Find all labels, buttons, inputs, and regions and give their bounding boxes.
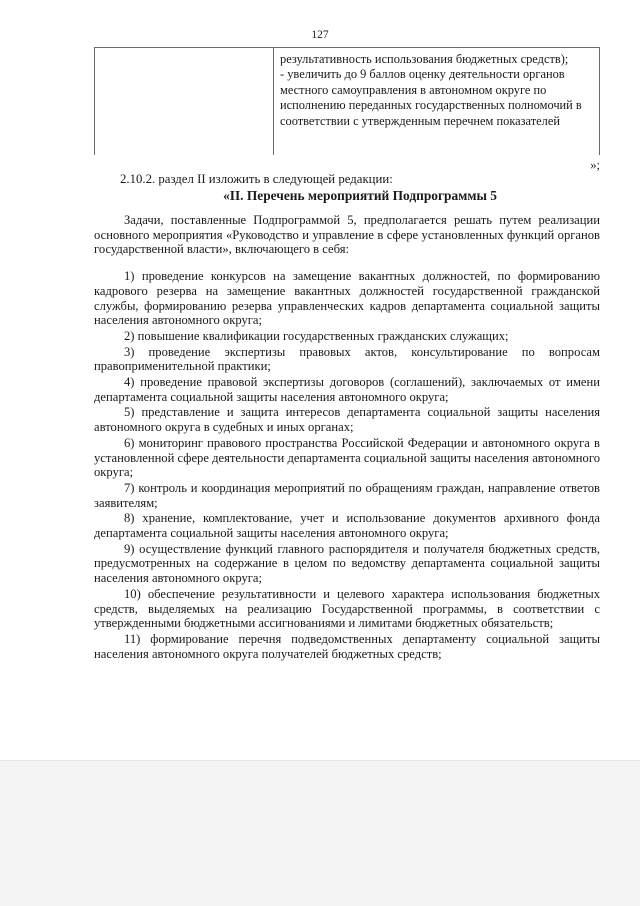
list-item: 6) мониторинг правового пространства Российской Федерации и автономного округа в установленной сфере деятельности департамента социальной защиты населения автономного округа; — [94, 435, 600, 480]
amendment-line: 2.10.2. раздел II изложить в следующей редакции: — [120, 172, 393, 186]
body-text — [94, 213, 600, 662]
page-number: 127 — [311, 29, 329, 41]
list-item: 2) повышение квалификации государственных гражданских служащих; — [124, 328, 509, 343]
intro-paragraph: Задачи, поставленные Подпрограммой 5, предполагается решать путем реализации основного мероприятия «Руководство и управление в сфере установленных функций органов государственной власти», включающего в себя: — [94, 213, 600, 257]
section-heading: «II. Перечень мероприятий Подпрограммы 5 — [223, 188, 497, 203]
list-item: 7) контроль и координация мероприятий по обращениям граждан, направление ответов заявителям; — [94, 480, 600, 510]
list-item: 3) проведение экспертизы правовых актов, консультирование по вопросам правоприменительной практики; — [94, 344, 600, 374]
list-item: 5) представление и защита интересов департамента социальной защиты населения автономного округа в судебных и иных органах; — [94, 405, 600, 435]
list-item: 8) хранение, комплектование, учет и использование документов архивного фонда департамента социальной защиты населения автономного округа; — [94, 511, 600, 541]
table-fragment — [94, 47, 600, 155]
list-item: 10) обеспечение результативности и целевого характера использования бюджетных средств, выделяемых на реализацию Государственной программы, в соответствии с утвержденными бюджетными ассигнованиями и лимитами бюджетных обязательств; — [94, 586, 600, 631]
table-left-column — [95, 48, 274, 155]
closing-quote: »; — [590, 158, 600, 172]
list-item: 11) формирование перечня подведомственных департаменту социальной защиты населения автономного округа получателей бюджетных средств; — [94, 631, 600, 661]
list-item: 4) проведение правовой экспертизы договоров (соглашений), заключаемых от имени департамента социальной защиты населения автономного округа; — [94, 375, 600, 404]
list-item: 9) осуществление функций главного распорядителя и получателя бюджетных средств, предусмотренных на содержание в целом по ведомству департамента социальной защиты населения автономного округа; — [94, 541, 600, 586]
table-right-cell-text: результативность использования бюджетных средств); - увеличить до 9 баллов оценку деятельности органов местного самоуправления в автономном округе по исполнению переданных государственных полномочий в соответствии с утвержденным перечнем показателей — [280, 52, 582, 128]
list-item: 1) проведение конкурсов на замещение вакантных должностей, по формированию кадрового резерва на замещение вакантных должностей государственной гражданской службы, формированию резерва управленческих кадров департамента социальной защиты населения автономного округа; — [94, 269, 600, 328]
scan-lower-margin — [0, 760, 640, 906]
